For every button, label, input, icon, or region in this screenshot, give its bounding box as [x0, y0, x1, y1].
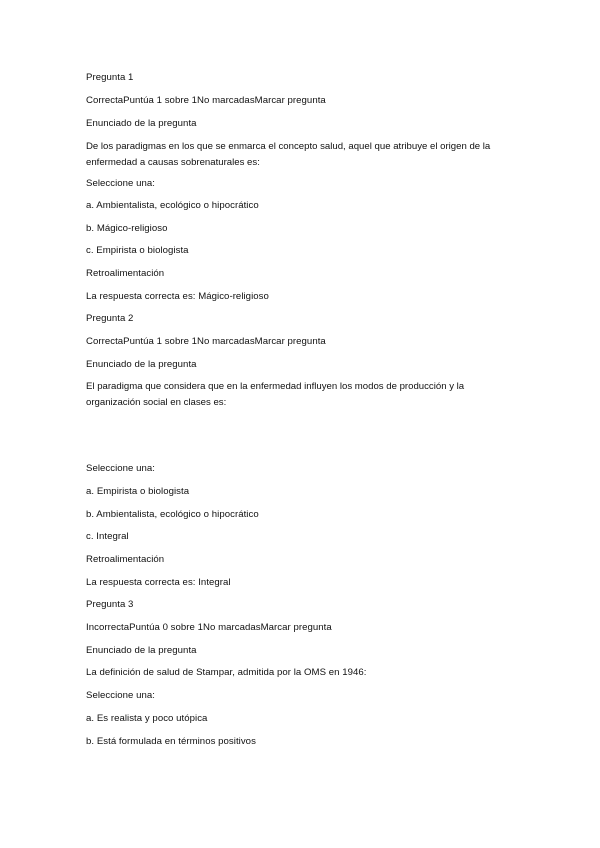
option-b: b. Mágico-religioso — [86, 223, 168, 234]
question-status: CorrectaPuntúa 1 sobre 1No marcadasMarcar pregunta — [86, 95, 326, 106]
question-statement: El paradigma que considera que en la enfermedad influyen los modos de producción y la organización social en clases es: — [86, 381, 465, 408]
option-b: b. Está formulada en términos positivos — [86, 736, 256, 747]
option-c: c. Integral — [86, 531, 129, 542]
question-statement: La definición de salud de Stampar, admitida por la OMS en 1946: — [86, 667, 367, 678]
option-a: a. Ambientalista, ecológico o hipocrático — [86, 200, 259, 211]
feedback-label: Retroalimentación — [86, 554, 165, 565]
option-a: a. Empirista o biologista — [86, 486, 190, 497]
option-b: b. Ambientalista, ecológico o hipocrático — [86, 509, 259, 520]
question-status: IncorrectaPuntúa 0 sobre 1No marcadasMarcar pregunta — [86, 622, 332, 633]
select-label: Seleccione una: — [86, 463, 156, 474]
question-statement: De los paradigmas en los que se enmarca el concepto salud, aquel que atribuye el origen de la enfermedad a causas sobrenaturales es: — [86, 141, 491, 168]
option-a: a. Es realista y poco utópica — [86, 713, 208, 724]
statement-label: Enunciado de la pregunta — [86, 118, 197, 129]
question-title: Pregunta 2 — [86, 313, 134, 324]
question-title: Pregunta 3 — [86, 599, 134, 610]
option-c: c. Empirista o biologista — [86, 245, 189, 256]
correct-answer: La respuesta correcta es: Integral — [86, 577, 231, 588]
select-label: Seleccione una: — [86, 178, 156, 189]
statement-label: Enunciado de la pregunta — [86, 645, 197, 656]
question-status: CorrectaPuntúa 1 sobre 1No marcadasMarcar pregunta — [86, 336, 326, 347]
correct-answer: La respuesta correcta es: Mágico-religioso — [86, 291, 269, 302]
question-title: Pregunta 1 — [86, 72, 134, 83]
statement-label: Enunciado de la pregunta — [86, 359, 197, 370]
select-label: Seleccione una: — [86, 690, 156, 701]
feedback-label: Retroalimentación — [86, 268, 165, 279]
